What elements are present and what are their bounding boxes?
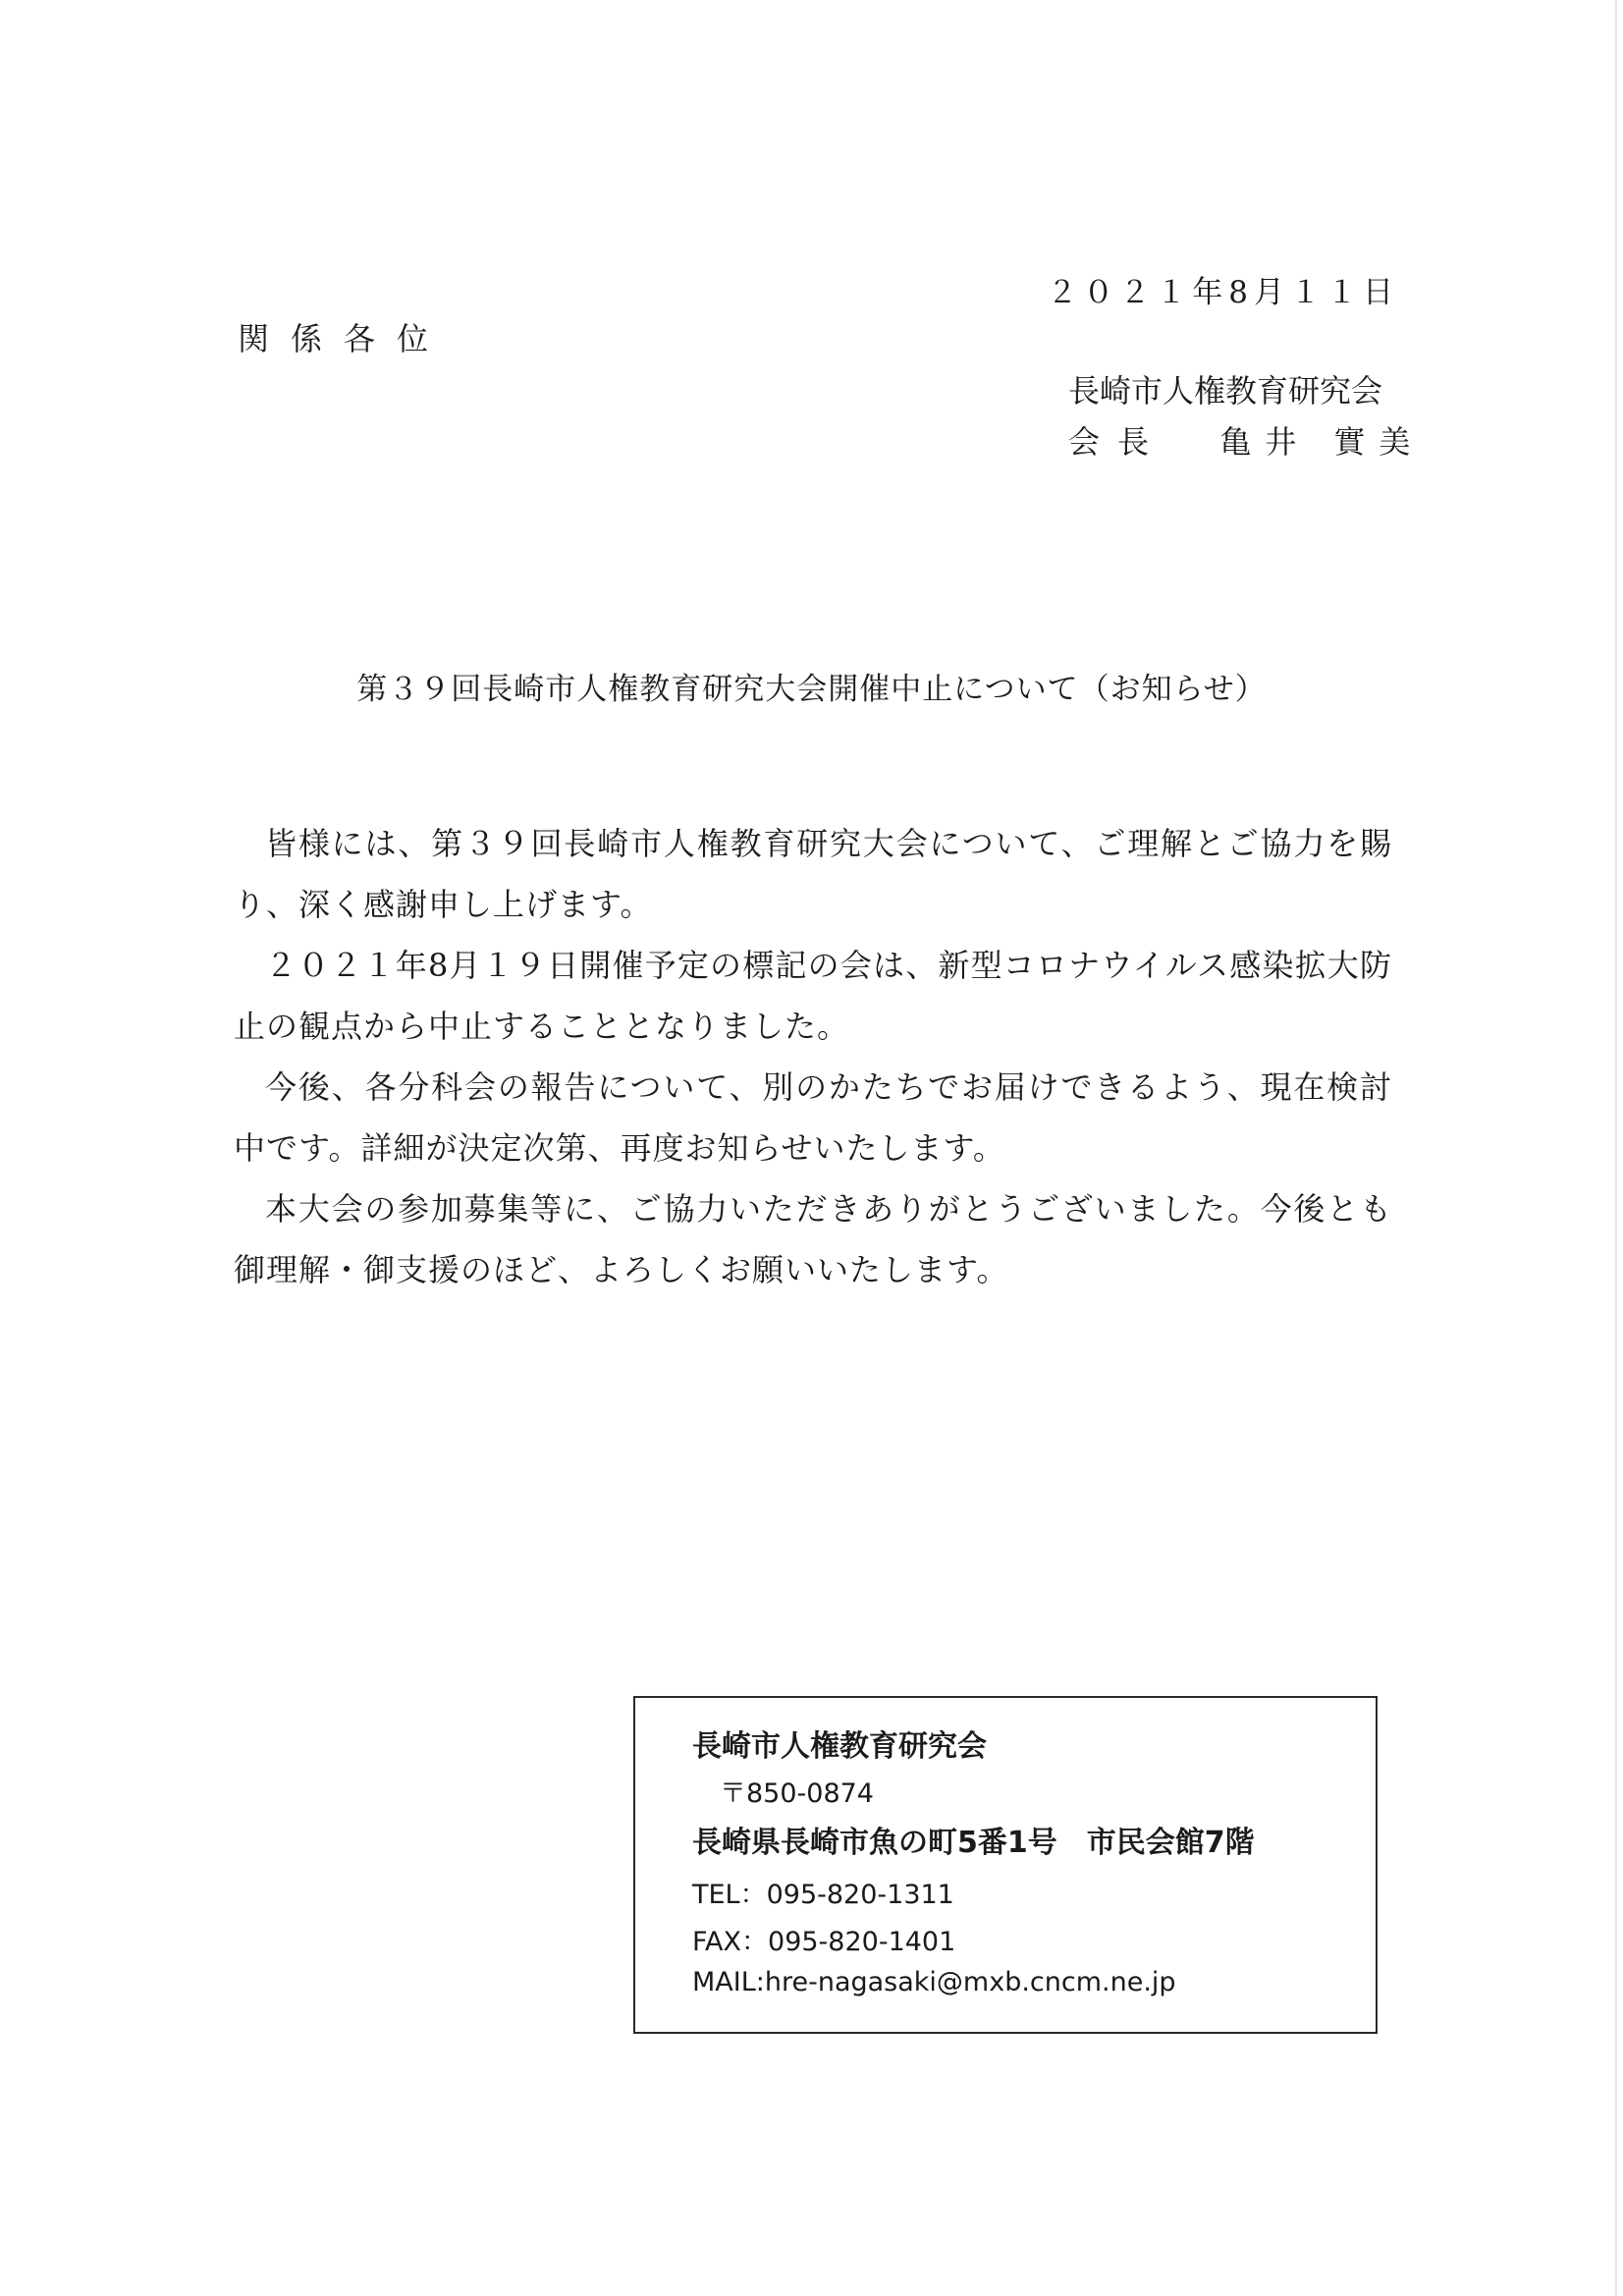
- document-date: ２０２１年8月１１日: [1047, 275, 1399, 310]
- contact-email: MAIL:hre-nagasaki@mxb.cncm.ne.jp: [692, 1967, 1176, 1997]
- scan-edge-line: [1615, 0, 1617, 2296]
- sender-block: [1068, 365, 1425, 467]
- body-paragraph: 本大会の参加募集等に、ご協力いただきありがとうございました。今後とも御理解・御支援のほど、よろしくお願いいたします。: [234, 1190, 1392, 1288]
- sender-role-line: [1068, 416, 1425, 467]
- body-paragraph: 今後、各分科会の報告について、別のかたちでお届けできるよう、現在検討中です。詳細が決定次第、再度お知らせいたします。: [234, 1068, 1392, 1167]
- contact-fax: FAX：095-820-1401: [692, 1927, 956, 1957]
- body-paragraph: ２０２１年8月１９日開催予定の標記の会は、新型コロナウイルス感染拡大防止の観点から中止することとなりました。: [234, 947, 1392, 1045]
- notice-title: 第３９回長崎市人権教育研究大会開催中止について（お知らせ）: [356, 672, 1267, 707]
- sender-title: 会長: [1068, 423, 1167, 461]
- body-paragraph: 皆様には、第３９回長崎市人権教育研究大会について、ご理解とご協力を賜り、深く感謝申し上げます。: [234, 825, 1392, 923]
- sender-name: 亀井 實美: [1219, 423, 1425, 461]
- contact-tel: TEL：095-820-1311: [692, 1880, 954, 1910]
- contact-organization: 長崎市人権教育研究会: [692, 1729, 987, 1764]
- notice-body: [234, 813, 1392, 1300]
- contact-address: 長崎県長崎市魚の町5番1号 市民会館7階: [692, 1826, 1255, 1860]
- contact-box: [633, 1696, 1378, 2034]
- contact-postal-code: 〒850-0874: [720, 1778, 874, 1809]
- recipient: 関係各位: [238, 320, 451, 357]
- sender-organization: 長崎市人権教育研究会: [1068, 372, 1383, 410]
